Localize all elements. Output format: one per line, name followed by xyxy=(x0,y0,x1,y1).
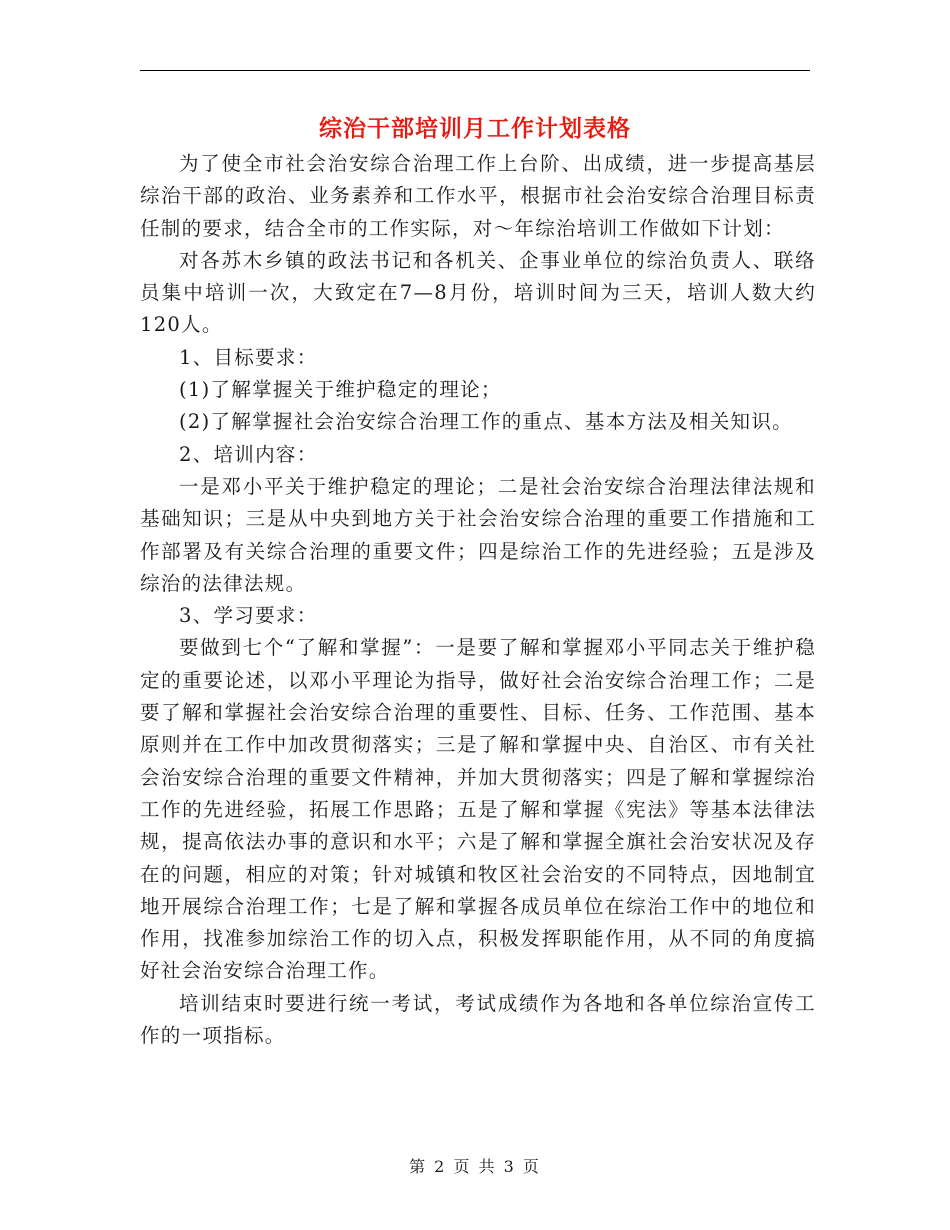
intro-paragraph: 为了使全市社会治安综合治理工作上台阶、出成绩，进一步提高基层综治干部的政治、业务素养和工作水平，根据市社会治安综合治理目标责任制的要求，结合全市的工作实际，对～年综治培训工作做如下计划： xyxy=(140,152,816,240)
section-heading-study: 3、学习要求： xyxy=(179,604,318,628)
document-body xyxy=(140,148,816,1052)
goal-item-1: (1)了解掌握关于维护稳定的理论； xyxy=(179,378,502,402)
page-footer: 第 2 页 共 3 页 xyxy=(409,1157,541,1176)
content-paragraph: 一是邓小平关于维护稳定的理论；二是社会治安综合治理法律法规和基础知识；三是从中央到地方关于社会治安综合治理的重要工作措施和工作部署及有关综合治理的重要文件；四是综治工作的先进经验；五是涉及综治的法律法规。 xyxy=(140,474,816,595)
header-rule xyxy=(140,70,810,71)
exam-paragraph: 培训结束时要进行统一考试，考试成绩作为各地和各单位综治宣传工作的一项指标。 xyxy=(140,991,816,1048)
section-heading-content: 2、培训内容： xyxy=(179,442,318,466)
document-title: 综治干部培训月工作计划表格 xyxy=(319,116,631,142)
goal-item-2: (2)了解掌握社会治安综合治理工作的重点、基本方法及相关知识。 xyxy=(179,410,793,434)
training-arrangement-paragraph: 对各苏木乡镇的政法书记和各机关、企事业单位的综治负责人、联络员集中培训一次，大致定在7—8月份，培训时间为三天，培训人数大约120人。 xyxy=(140,248,816,337)
study-requirements-paragraph: 要做到七个“了解和掌握”：一是要了解和掌握邓小平同志关于维护稳定的重要论述，以邓小平理论为指导，做好社会治安综合治理工作；二是要了解和掌握社会治安综合治理的重要性、目标、任务、工作范围、基本原则并在工作中加改贯彻落实；三是了解和掌握中央、自治区、市有关社会治安综合治理的重要文件精神，并加大贯彻落实；四是了解和掌握综治工作的先进经验，拓展工作思路；五是了解和掌握《宪法》等基本法律法规，提高依法办事的意识和水平；六是了解和掌握全旗社会治安状况及存在的问题，相应的对策；针对城镇和牧区社会治安的不同特点，因地制宜地开展综合治理工作；七是了解和掌握各成员单位在综治工作中的地位和作用，找准参加综治工作的切入点，积极发挥职能作用，从不同的角度搞好社会治安综合治理工作。 xyxy=(140,636,816,983)
section-heading-goals: 1、目标要求： xyxy=(179,345,318,369)
